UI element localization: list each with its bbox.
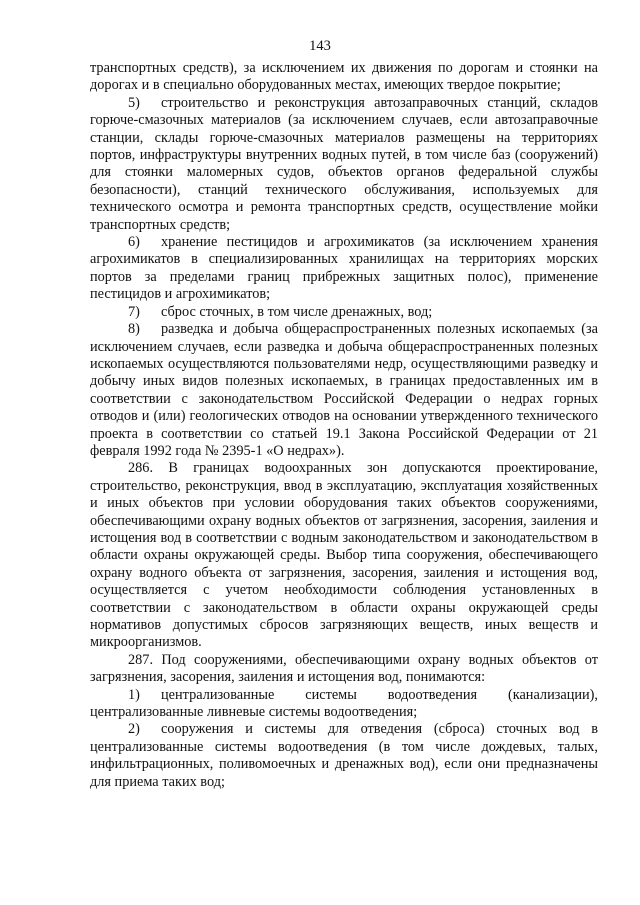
list-item-text: строительство и реконструкция автозаправочных станций, складов горюче-смазочных материалов (за исключением случаев, если автозаправочные станции, склады горюче-смазочных материалов размещены на территориях портов, инфраструктуры внутренних водных путей, в том числе баз (сооружений) для стоянки маломерных судов, объектов органов федеральной службы безопасности), станций технического обслуживания, используемых для технического осмотра и ремонта транспортных средств, осуществление мойки транспортных средств; [90,94,598,233]
paragraph-286 [90,460,598,651]
list-item-number: 8) [128,321,140,338]
paragraph-287 [90,652,598,687]
list-item-text: сброс сточных, в том числе дренажных, вод; [161,303,433,320]
list-item-number: 5) [128,94,140,111]
paragraph-continuation [90,60,598,95]
list-item-text: разведка и добыча общераспространенных полезных ископаемых (за исключением случаев, если разведка и добыча общераспространенных полезных ископаемых осуществляются пользователями недр, осуществляющими разведку и добычу иных видов полезных ископаемых, в границах предоставленных им в соответствии с законодательством Российской Федерации о недрах горных отводов и (или) геологических отводов на основании утвержденного технического проекта в соответствии со статьей 19.1 Закона Российской Федерации от 21 февраля 1992 года № 2395-1 «О недрах»). [90,321,598,459]
list-item [90,687,598,722]
list-item-number: 7) [128,303,140,320]
page-number: 143 [309,38,331,54]
list-item [90,234,598,304]
list-item [90,95,598,234]
list-item-number: 6) [128,234,140,251]
list-item [90,721,598,791]
paragraph-text: 287. Под сооружениями, обеспечивающими охрану водных объектов от загрязнения, засорения, заиления и истощения вод, понимаются: [90,651,598,686]
list-item-number: 1) [128,686,140,703]
paragraph-text: 286. В границах водоохранных зон допускаются проектирование, строительство, реконструкция, ввод в эксплуатацию, эксплуатация хозяйственных и иных объектов при условии оборудования таких объектов сооружениями, обеспечивающими охрану водных объектов от загрязнения, засорения, заиления и истощения вод в соответствии с водным законодательством и законодательством в области охраны окружающей среды. Выбор типа сооружения, обеспечивающего охрану водного объекта от загрязнения, засорения, заиления и истощения вод, осуществляется с учетом необходимости соблюдения установленных в соответствии с законодательством в области охраны окружающей среды нормативов допустимых сбросов загрязняющих веществ, иных веществ и микроорганизмов. [90,460,598,651]
paragraph-text: транспортных средств), за исключением их движения по дорогам и стоянки на дорогах и в специально оборудованных местах, имеющих твердое покрытие; [90,60,598,94]
list-item-number: 2) [128,721,140,738]
list-item-text: централизованные системы водоотведения (канализации), централизованные ливневые системы водоотведения; [90,686,598,721]
list-item [90,304,598,321]
list-item-text: сооружения и системы для отведения (сброса) сточных вод в централизованные системы водоотведения (в том числе дождевых, талых, инфильтрационных, поливомоечных и дренажных вод), если они предназначены для приема таких вод; [90,721,598,790]
page-body [90,60,598,791]
list-item-text: хранение пестицидов и агрохимикатов (за исключением хранения агрохимикатов в специализированных хранилищах на территориях морских портов за пределами границ прибрежных защитных полос), применение пестицидов и агрохимикатов; [90,234,598,303]
list-item [90,321,598,460]
